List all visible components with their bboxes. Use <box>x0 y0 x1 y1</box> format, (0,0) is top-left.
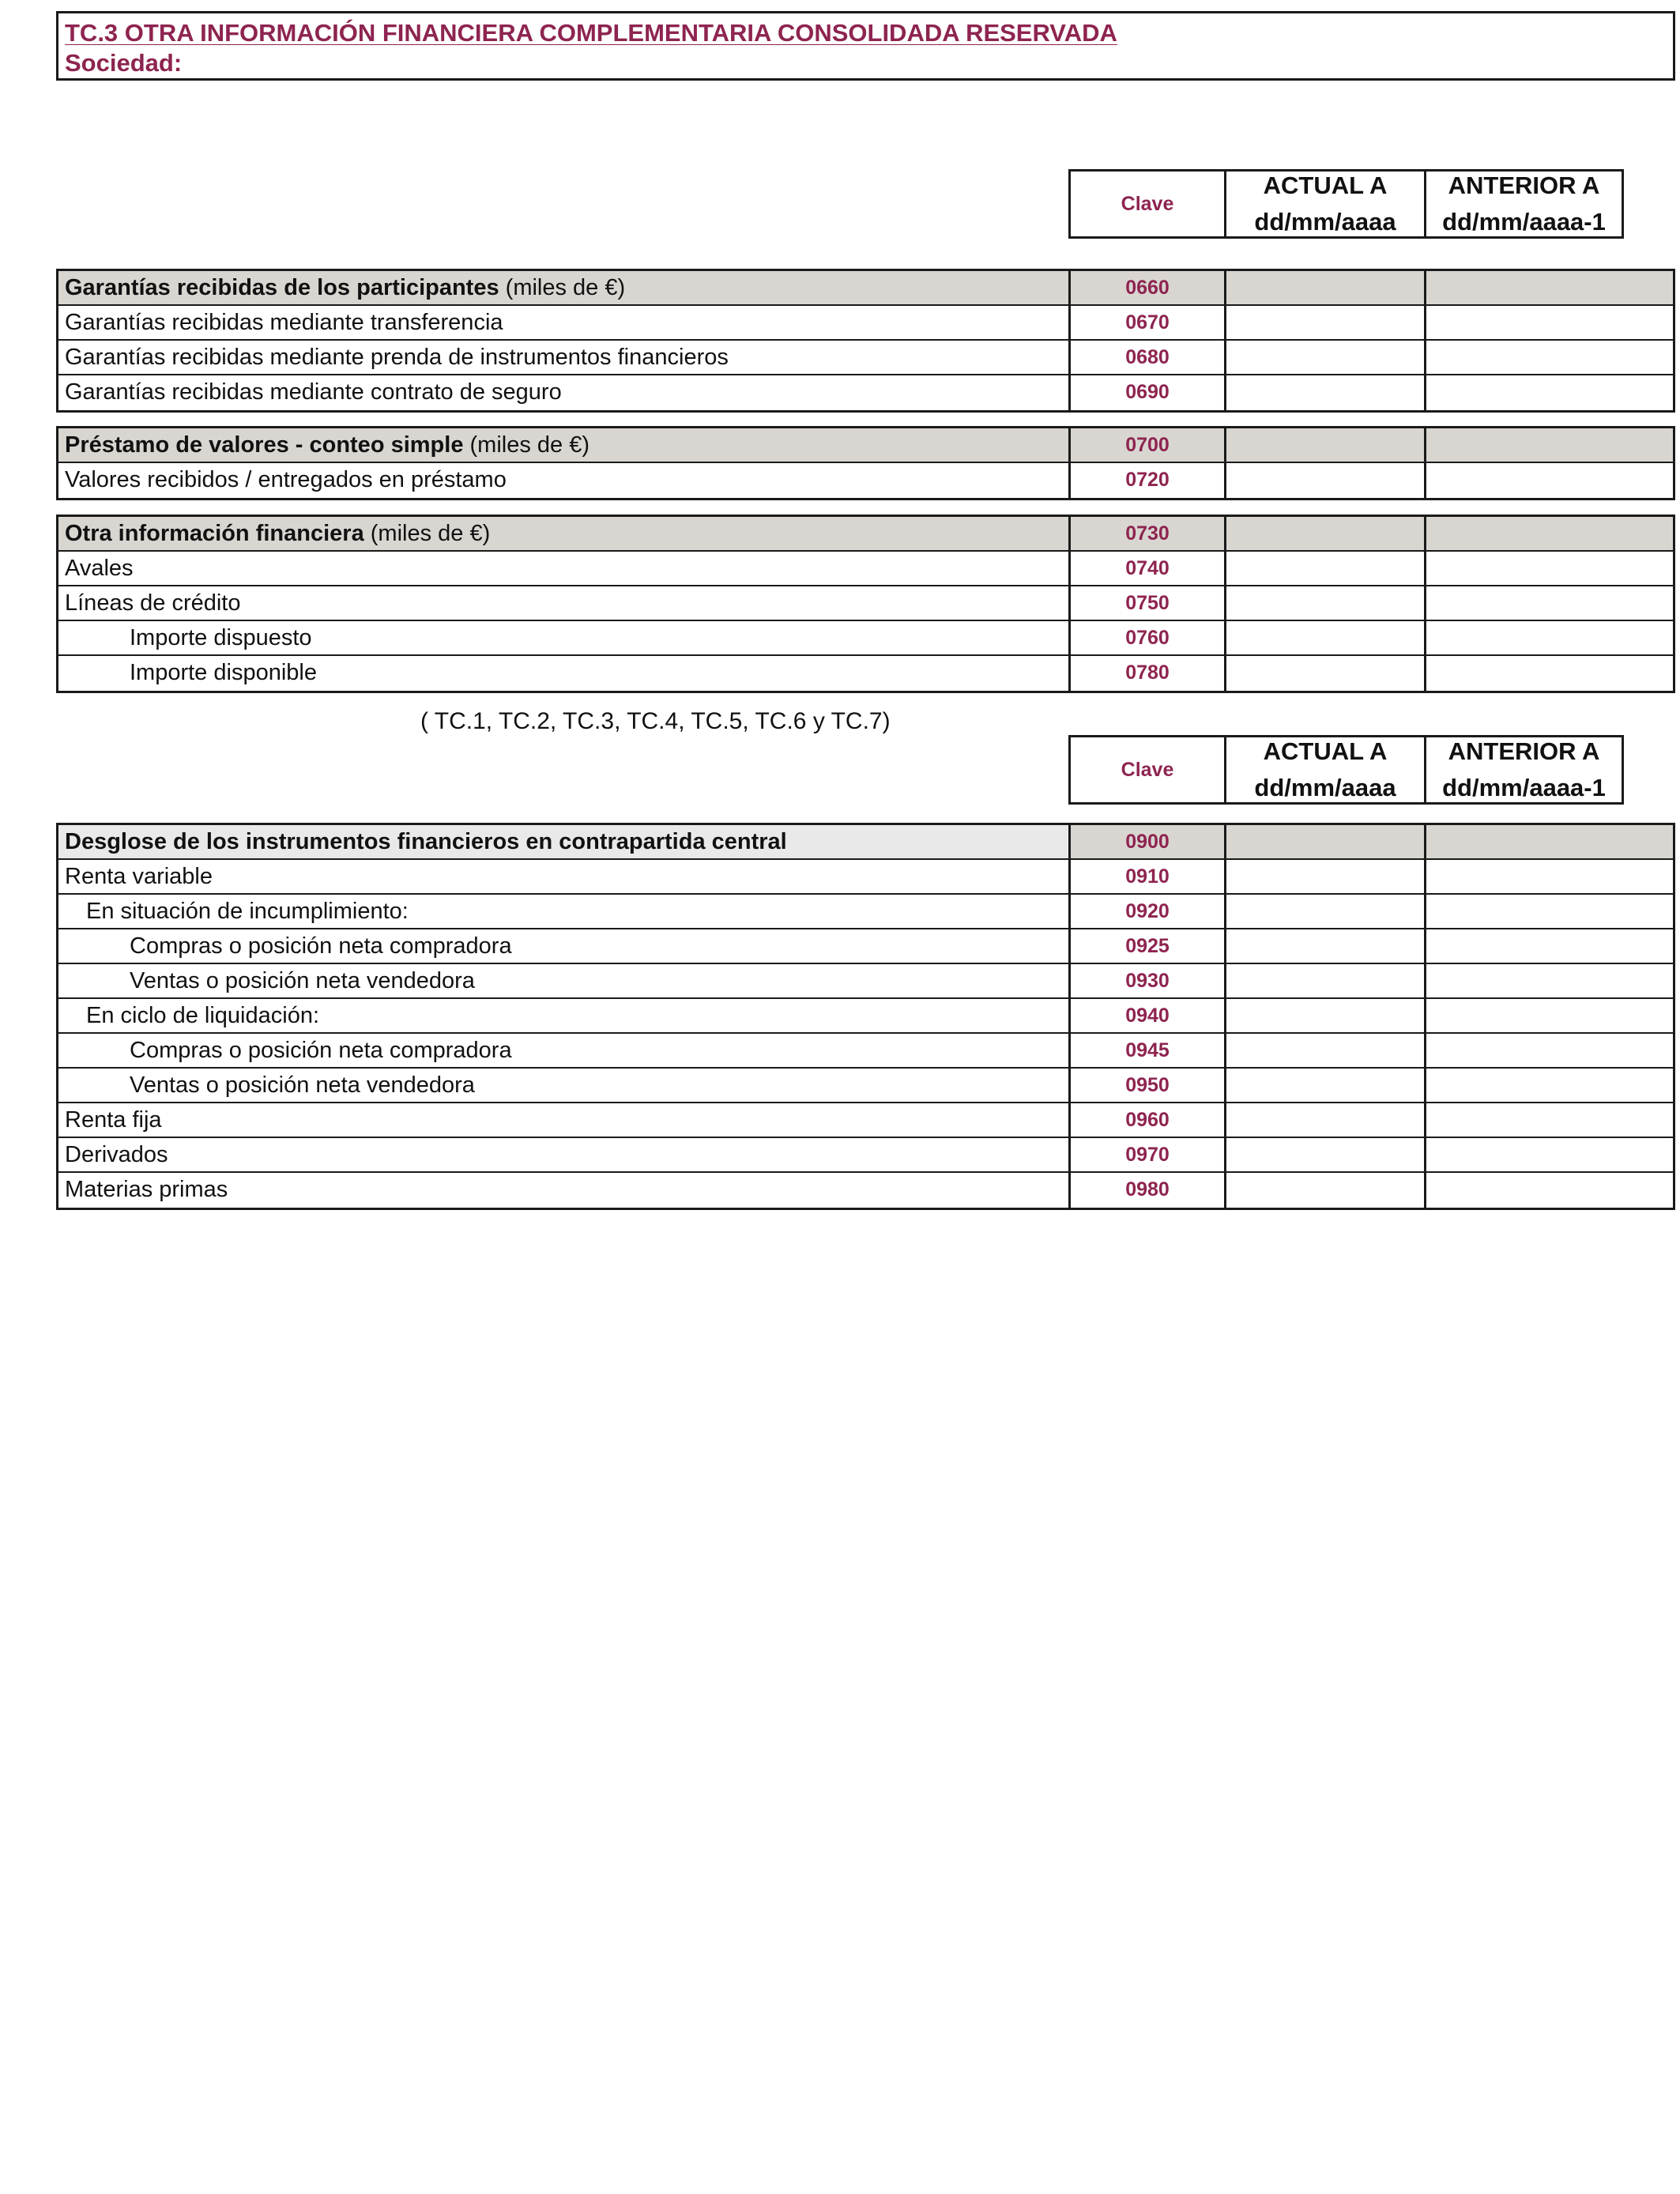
previous-value-cell[interactable] <box>1426 271 1673 304</box>
current-value-cell[interactable] <box>1226 552 1426 585</box>
table-row <box>58 656 1673 691</box>
column-header-top <box>1068 169 1680 239</box>
table-row <box>58 375 1673 410</box>
current-value-cell[interactable] <box>1226 1034 1426 1067</box>
table-heading-row <box>58 428 1673 463</box>
table-row <box>58 1173 1673 1208</box>
current-value-cell[interactable] <box>1226 1069 1426 1102</box>
previous-value-cell[interactable] <box>1426 517 1673 550</box>
previous-value-cell[interactable] <box>1426 1138 1673 1171</box>
row-label: Compras o posición neta compradora <box>58 1034 1071 1067</box>
row-key: 0945 <box>1071 1034 1226 1067</box>
current-value-cell[interactable] <box>1226 621 1426 654</box>
row-key: 0740 <box>1071 552 1226 585</box>
previous-value-cell[interactable] <box>1426 463 1673 498</box>
current-value-cell[interactable] <box>1226 656 1426 691</box>
previous-value-cell[interactable] <box>1426 375 1673 410</box>
current-value-cell[interactable] <box>1226 586 1426 620</box>
section-heading: Préstamo de valores - conteo simple <box>65 432 464 458</box>
unit-label: (miles de €) <box>499 275 626 300</box>
row-key: 0680 <box>1071 341 1226 374</box>
guarantees-table <box>56 269 1675 413</box>
previous-period-date: dd/mm/aaaa-1 <box>1442 208 1606 236</box>
row-label: En situación de incumplimiento: <box>58 895 1071 928</box>
row-label: Ventas o posición neta vendedora <box>58 1069 1071 1102</box>
unit-label: (miles de €) <box>363 521 491 546</box>
current-period-header <box>1224 735 1424 805</box>
row-key: 0910 <box>1071 860 1226 893</box>
key-column-header: Clave <box>1068 169 1224 239</box>
table-row <box>58 341 1673 375</box>
current-value-cell[interactable] <box>1226 463 1426 498</box>
row-label: Materias primas <box>58 1173 1071 1208</box>
current-period-label: ACTUAL A <box>1263 172 1388 199</box>
table-heading-row <box>58 271 1673 306</box>
table-row <box>58 463 1673 498</box>
previous-period-date: dd/mm/aaaa-1 <box>1442 774 1606 801</box>
previous-value-cell[interactable] <box>1426 1173 1673 1208</box>
breakdown-table <box>56 823 1675 1210</box>
previous-value-cell[interactable] <box>1426 1069 1673 1102</box>
previous-value-cell[interactable] <box>1426 825 1673 858</box>
current-period-header <box>1224 169 1424 239</box>
previous-value-cell[interactable] <box>1426 1103 1673 1137</box>
row-label: Valores recibidos / entregados en préstamo <box>58 463 1071 498</box>
row-label: Derivados <box>58 1138 1071 1171</box>
row-key: 0670 <box>1071 306 1226 339</box>
previous-value-cell[interactable] <box>1426 621 1673 654</box>
row-label: Importe disponible <box>58 656 1071 691</box>
row-label: Importe dispuesto <box>58 621 1071 654</box>
form-title: TC.3 OTRA INFORMACIÓN FINANCIERA COMPLEMENTARIA CONSOLIDADA RESERVADA <box>65 19 1117 47</box>
unit-label: (miles de €) <box>463 432 590 458</box>
row-label <box>58 271 1071 304</box>
current-value-cell[interactable] <box>1226 860 1426 893</box>
current-value-cell[interactable] <box>1226 306 1426 339</box>
section-heading: Otra información financiera <box>65 521 364 546</box>
row-label <box>58 517 1071 550</box>
previous-value-cell[interactable] <box>1426 341 1673 374</box>
row-label: Líneas de crédito <box>58 586 1071 620</box>
table-row <box>58 964 1673 999</box>
previous-period-label: ANTERIOR A <box>1448 737 1600 765</box>
scope-note: ( TC.1, TC.2, TC.3, TC.4, TC.5, TC.6 y TC.7) <box>420 708 891 734</box>
row-key: 0690 <box>1071 375 1226 410</box>
key-column-header: Clave <box>1068 735 1224 805</box>
table-row <box>58 860 1673 895</box>
row-key: 0920 <box>1071 895 1226 928</box>
row-key: 0750 <box>1071 586 1226 620</box>
previous-value-cell[interactable] <box>1426 1034 1673 1067</box>
current-value-cell[interactable] <box>1226 825 1426 858</box>
table-row <box>58 1069 1673 1103</box>
previous-value-cell[interactable] <box>1426 656 1673 691</box>
row-key: 0980 <box>1071 1173 1226 1208</box>
current-value-cell[interactable] <box>1226 1103 1426 1137</box>
row-key: 0900 <box>1071 825 1226 858</box>
current-value-cell[interactable] <box>1226 271 1426 304</box>
previous-value-cell[interactable] <box>1426 929 1673 963</box>
table-row <box>58 1034 1673 1069</box>
previous-value-cell[interactable] <box>1426 895 1673 928</box>
current-value-cell[interactable] <box>1226 964 1426 997</box>
row-key: 0925 <box>1071 929 1226 963</box>
row-key: 0730 <box>1071 517 1226 550</box>
company-label: Sociedad: <box>65 49 183 77</box>
current-period-date: dd/mm/aaaa <box>1254 774 1396 801</box>
row-key: 0930 <box>1071 964 1226 997</box>
row-key: 0760 <box>1071 621 1226 654</box>
current-value-cell[interactable] <box>1226 895 1426 928</box>
previous-period-label: ANTERIOR A <box>1448 172 1600 199</box>
row-key: 0950 <box>1071 1069 1226 1102</box>
row-label: En ciclo de liquidación: <box>58 999 1071 1032</box>
current-value-cell[interactable] <box>1226 428 1426 462</box>
row-label: Ventas o posición neta vendedora <box>58 964 1071 997</box>
row-label: Garantías recibidas mediante contrato de seguro <box>58 375 1071 410</box>
previous-period-header <box>1424 735 1624 805</box>
previous-value-cell[interactable] <box>1426 999 1673 1032</box>
current-value-cell[interactable] <box>1226 375 1426 410</box>
row-label: Renta variable <box>58 860 1071 893</box>
row-label: Avales <box>58 552 1071 585</box>
previous-value-cell[interactable] <box>1426 964 1673 997</box>
other-financial-info-table <box>56 515 1675 693</box>
current-value-cell[interactable] <box>1226 1173 1426 1208</box>
previous-period-header <box>1424 169 1624 239</box>
column-header-bottom <box>1068 735 1680 805</box>
current-value-cell[interactable] <box>1226 1138 1426 1171</box>
table-row <box>58 586 1673 621</box>
table-row <box>58 895 1673 929</box>
row-key: 0780 <box>1071 656 1226 691</box>
row-label: Garantías recibidas mediante transferencia <box>58 306 1071 339</box>
current-period-date: dd/mm/aaaa <box>1254 208 1396 236</box>
row-label: Renta fija <box>58 1103 1071 1137</box>
table-row <box>58 929 1673 964</box>
current-value-cell[interactable] <box>1226 341 1426 374</box>
row-key: 0970 <box>1071 1138 1226 1171</box>
table-heading-row <box>58 825 1673 860</box>
row-key: 0720 <box>1071 463 1226 498</box>
section-heading: Desglose de los instrumentos financieros en contrapartida central <box>65 829 787 854</box>
securities-lending-table <box>56 426 1675 500</box>
section-heading: Garantías recibidas de los participantes <box>65 275 499 300</box>
table-row <box>58 306 1673 341</box>
table-row <box>58 1103 1673 1138</box>
previous-value-cell[interactable] <box>1426 586 1673 620</box>
current-value-cell[interactable] <box>1226 517 1426 550</box>
row-label: Compras o posición neta compradora <box>58 929 1071 963</box>
current-value-cell[interactable] <box>1226 999 1426 1032</box>
current-period-label: ACTUAL A <box>1263 737 1388 765</box>
previous-value-cell[interactable] <box>1426 552 1673 585</box>
table-row <box>58 999 1673 1034</box>
row-label <box>58 428 1071 462</box>
form-title-box <box>56 11 1675 81</box>
previous-value-cell[interactable] <box>1426 306 1673 339</box>
current-value-cell[interactable] <box>1226 929 1426 963</box>
table-heading-row <box>58 517 1673 552</box>
previous-value-cell[interactable] <box>1426 428 1673 462</box>
table-row <box>58 1138 1673 1173</box>
previous-value-cell[interactable] <box>1426 860 1673 893</box>
table-row <box>58 621 1673 656</box>
row-key: 0660 <box>1071 271 1226 304</box>
row-key: 0960 <box>1071 1103 1226 1137</box>
row-key: 0940 <box>1071 999 1226 1032</box>
row-key: 0700 <box>1071 428 1226 462</box>
row-label <box>58 825 1071 858</box>
table-row <box>58 552 1673 586</box>
row-label: Garantías recibidas mediante prenda de instrumentos financieros <box>58 341 1071 374</box>
